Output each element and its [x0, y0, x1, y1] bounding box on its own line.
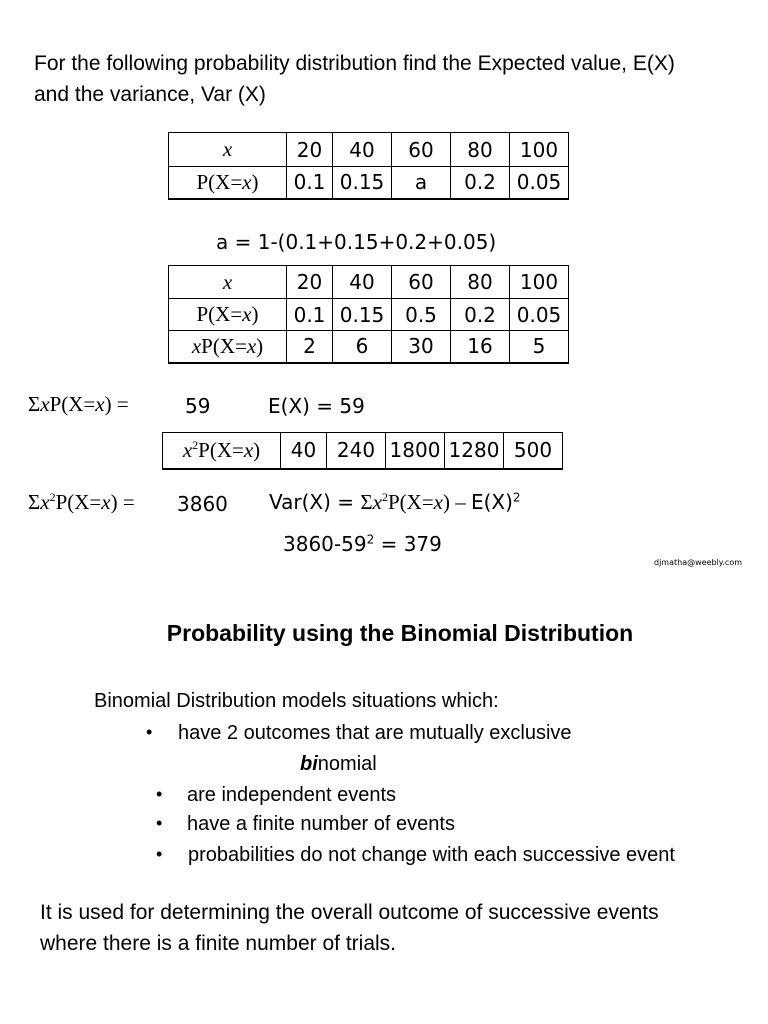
- variance-formula: $Var(X) = \Sigma x^2P(X=x) - E(X)^2$: [269, 490, 521, 514]
- table-cell: 40: [281, 433, 327, 469]
- bullet-icon: •: [156, 844, 163, 864]
- distribution-table-2: [168, 265, 569, 364]
- bullet-item: have a finite number of events: [187, 813, 455, 835]
- xp-header: xP(X=x): [169, 331, 287, 363]
- probability-header: P(X=x): [169, 167, 287, 199]
- intro-line-1: For the following probability distribution find the Expected value, E(X): [34, 52, 675, 75]
- table-cell: 5: [510, 331, 569, 363]
- x2p-table: [162, 432, 563, 470]
- section-title: Probability using the Binomial Distribution: [166, 620, 634, 646]
- table-cell: 80: [451, 133, 510, 167]
- table-cell: 0.5: [392, 299, 451, 331]
- a-equation: a = 1-(0.1+0.15+0.2+0.05): [216, 230, 497, 254]
- table-cell: 0.2: [451, 167, 510, 199]
- table-cell: 1280: [445, 433, 504, 469]
- variance-result: $3860-59^2 = 379$: [283, 532, 442, 556]
- closing-line-1: It is used for determining the overall outcome of successive events: [40, 901, 659, 924]
- table-cell: 20: [287, 133, 333, 167]
- intro-text: [34, 48, 675, 110]
- table-cell: 40: [333, 133, 392, 167]
- table-cell: 0.1: [287, 167, 333, 199]
- table-cell: 6: [333, 331, 392, 363]
- x-header: x: [169, 133, 287, 167]
- table-cell: 0.05: [510, 299, 569, 331]
- bullet-icon: •: [146, 722, 153, 742]
- binomial-intro: Binomial Distribution models situations which:: [94, 690, 499, 712]
- probability-header: P(X=x): [169, 299, 287, 331]
- table-cell: 0.1: [287, 299, 333, 331]
- table-cell: 20: [287, 266, 333, 299]
- sum-x2p-label: $\Sigma x^2P(X=x)$ =: [28, 490, 135, 514]
- table-cell: 30: [392, 331, 451, 363]
- table-cell: 40: [333, 266, 392, 299]
- table-cell: 16: [451, 331, 510, 363]
- table-cell: 80: [451, 266, 510, 299]
- bullet-item: probabilities do not change with each successive event: [188, 844, 675, 866]
- sum-xp-value: 59: [185, 394, 211, 418]
- bullet-item: are independent events: [187, 784, 397, 806]
- table-cell: a: [392, 167, 451, 199]
- table-cell: 2: [287, 331, 333, 363]
- x2p-header: $x^2P(X=x)$: [163, 433, 281, 469]
- closing-line-2: where there is a finite number of trials.: [40, 932, 396, 955]
- table-cell: 100: [510, 266, 569, 299]
- distribution-table-1: [168, 132, 569, 200]
- sum-x2p-value: 3860: [177, 492, 228, 516]
- table-cell: 240: [327, 433, 386, 469]
- table-cell: 0.2: [451, 299, 510, 331]
- table-cell: 1800: [386, 433, 445, 469]
- sum-xp-label: ΣxP(X=x) =: [28, 392, 129, 416]
- bullet-icon: •: [156, 784, 163, 804]
- binomial-word: binomial: [300, 753, 377, 775]
- intro-line-2: and the variance, Var (X): [34, 83, 266, 106]
- table-cell: 100: [510, 133, 569, 167]
- table-cell: 0.05: [510, 167, 569, 199]
- table-cell: 60: [392, 266, 451, 299]
- table-cell: 0.15: [333, 299, 392, 331]
- table-cell: 500: [504, 433, 563, 469]
- bullet-item: have 2 outcomes that are mutually exclusive: [178, 722, 572, 744]
- table-cell: 0.15: [333, 167, 392, 199]
- table-cell: 60: [392, 133, 451, 167]
- closing-text: [40, 897, 659, 959]
- email-credit: djmatha@weebly.com: [654, 558, 743, 567]
- x-header: x: [169, 266, 287, 299]
- bullet-icon: •: [156, 813, 163, 833]
- expected-value: E(X) = 59: [268, 394, 365, 418]
